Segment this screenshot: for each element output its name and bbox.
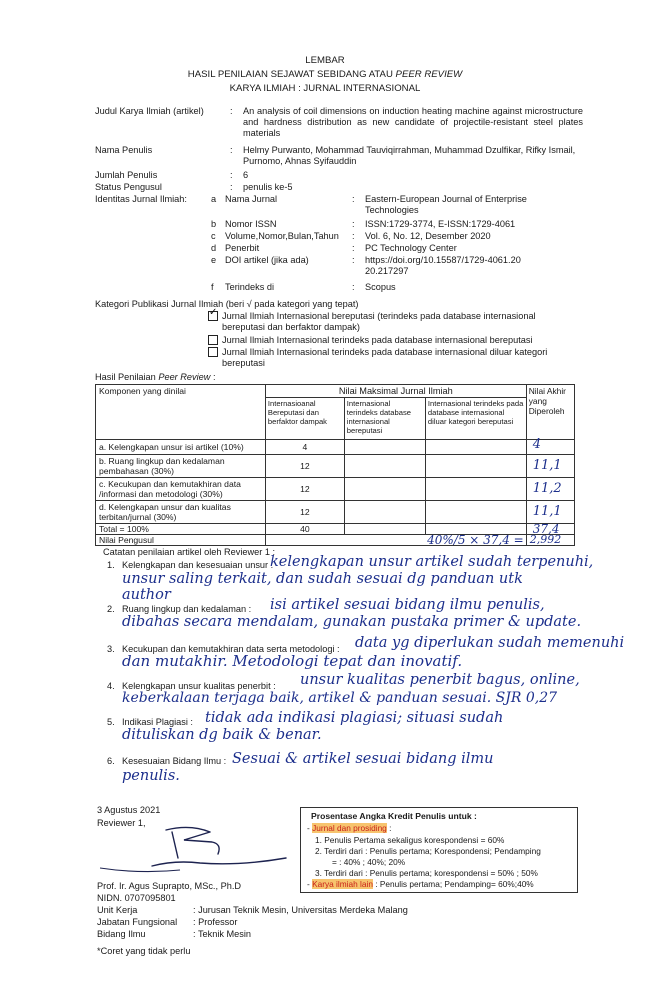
doi-link[interactable]: https://doi.org/10.15587/1729-4061.2020.217297: [365, 255, 521, 276]
row-label: a. Kelengkapan unsur isi artikel (10%): [96, 440, 266, 455]
row-akhir: 11,1: [526, 455, 574, 478]
bidang-label: Bidang Ilmu: [97, 929, 146, 939]
checkmark-icon: ✓: [209, 306, 218, 318]
colon: :: [230, 182, 233, 192]
item-label: Nomor ISSN: [225, 219, 277, 229]
kredit-box: [300, 807, 578, 893]
jabatan-label: Jabatan Fungsional: [97, 917, 178, 927]
row-label: c. Kecukupan dan kemutakhiran data /informasi dan metodologi (30%): [96, 478, 266, 501]
catatan-item-num: 3.: [107, 644, 115, 654]
empty-cell: [344, 478, 425, 501]
catatan-item-label: Indikasi Plagiasi :: [122, 717, 193, 727]
jabatan-value: : Professor: [193, 917, 238, 927]
item-value: ISSN:1729-3774, E-ISSN:1729-4061: [365, 219, 516, 229]
heading-italic: PEER REVIEW: [395, 69, 463, 80]
checkbox-empty[interactable]: [208, 347, 218, 357]
col-komponen: Komponen yang dinilai: [96, 385, 266, 440]
pengusul-label: Nilai Pengusul: [96, 535, 266, 546]
kredit-line-1: 1. Penulis Pertama sekaligus korespondensi = 60%: [315, 835, 505, 845]
catatan-item-label: Ruang lingkup dan kedalaman :: [122, 604, 252, 614]
kredit-line-3: 3. Terdiri dari : Penulis pertama; korespondensi = 50% ; 50%: [315, 868, 538, 878]
kredit-line-2: 2. Terdiri dari : Penulis pertama; Korespondensi; Pendamping: [315, 846, 541, 856]
item-letter: a: [211, 194, 217, 204]
jumlah-label: Jumlah Penulis: [95, 170, 158, 180]
hasil-title: [95, 372, 216, 383]
item-label: Nama Jurnal: [225, 194, 278, 204]
bidang-value: : Teknik Mesin: [193, 929, 252, 939]
hasil-title-italic: Peer Review: [158, 372, 211, 382]
total-akhir: 37,4: [526, 524, 574, 535]
penulis-value: Helmy Purwanto, Mohammad Tauviqirrahman, Muhammad Dzulfikar, Rifky Ismail, Purnomo, Ahnas Syifauddin: [243, 145, 576, 166]
kategori-title: Kategori Publikasi Jurnal Ilmiah (beri √ pada kategori yang tepat): [95, 299, 359, 309]
judul-label: Judul Karya Ilmiah (artikel): [95, 106, 204, 116]
table-row: [96, 478, 575, 501]
colon: :: [352, 243, 355, 253]
review-date: 3 Agustus 2021: [97, 805, 161, 815]
kredit-heading-1: [307, 823, 391, 834]
handwritten-comment: penulis.: [122, 768, 180, 784]
penulis-label: Nama Penulis: [95, 145, 153, 155]
item-label: Volume,Nomor,Bulan,Tahun: [225, 231, 339, 241]
colon: :: [230, 145, 233, 155]
item-value: PC Technology Center: [365, 243, 457, 253]
doc-heading-2: [0, 69, 650, 80]
colon: :: [352, 231, 355, 241]
row-akhir: 11,2: [526, 478, 574, 501]
judul-value: An analysis of coil dimensions on induction heating machine against microstructure and hardness distribution as new candidate of projectile-resistant steel plates materials: [243, 106, 583, 138]
row-max: 12: [265, 478, 344, 501]
kategori-option-3[interactable]: [208, 347, 221, 358]
highlight-jurnal: Jurnal dan prosiding: [312, 823, 387, 833]
item-value: Scopus: [365, 282, 396, 292]
empty-cell: [425, 440, 526, 455]
heading-text: HASIL PENILAIAN SEJAWAT SEBIDANG ATAU: [187, 69, 396, 80]
handwritten-comment: keberkalaan terjaga baik, artikel & panduan sesuai. SJR 0,27: [122, 690, 558, 706]
handwritten-comment: data yg diperlukan sudah memenuhi: [355, 635, 625, 651]
identitas-label: Identitas Jurnal Ilmiah:: [95, 194, 187, 204]
heading-colon: :: [386, 823, 392, 833]
row-akhir: 4: [526, 440, 574, 455]
row-max: 4: [265, 440, 344, 455]
empty-cell: [425, 478, 526, 501]
score-table: [95, 384, 575, 546]
doc-heading-1: LEMBAR: [305, 55, 345, 66]
handwritten-comment: dan mutakhir. Metodologi tepat dan inovatif.: [122, 652, 463, 670]
kategori-option-3-text: Jurnal Ilmiah Internasional terindeks pada database internasional diluar kategori bereputasi: [222, 347, 548, 368]
row-max: 12: [265, 455, 344, 478]
item-letter: e: [211, 255, 217, 265]
checkbox-empty[interactable]: [208, 335, 218, 345]
catatan-item-num: 5.: [107, 717, 115, 727]
reviewer-label: Reviewer 1,: [97, 818, 146, 828]
unit-label: Unit Kerja: [97, 905, 138, 915]
subcol-bereputasi-dampak: Internasioanal Bereputasi dan berfaktor dampak: [265, 398, 344, 440]
hasil-title-text: Hasil Penilaian: [95, 372, 159, 382]
total-max: 40: [265, 524, 344, 535]
item-letter: d: [211, 243, 217, 253]
catatan-item-label: Kecukupan dan kemutakhiran data serta metodologi :: [122, 644, 340, 654]
row-akhir: 11,1: [526, 501, 574, 524]
empty-cell: [344, 455, 425, 478]
col-nilai-akhir: Nilai Akhir yang Diperoleh: [526, 385, 574, 440]
col-nilai-maks: Nilai Maksimal Jurnal Ilmiah: [265, 385, 526, 398]
empty-cell: [425, 455, 526, 478]
handwritten-comment: isi artikel sesuai bidang ilmu penulis,: [270, 597, 545, 613]
handwritten-comment: author: [122, 587, 171, 603]
item-letter: f: [211, 282, 214, 292]
colon: :: [352, 219, 355, 229]
catatan-item-label: Kelengkapan dan kesesuaian unsur :: [122, 560, 274, 570]
bullet: -: [307, 823, 313, 833]
colon: :: [230, 170, 233, 180]
table-row: [96, 455, 575, 478]
colon: :: [352, 255, 355, 265]
coret-note: *Coret yang tidak perlu: [97, 946, 191, 956]
jumlah-value: 6: [243, 170, 249, 180]
highlight-karya: Karya ilmiah lain: [312, 879, 373, 889]
row-label: b. Ruang lingkup dan kedalaman pembahasan (30%): [96, 455, 266, 478]
total-label: Total = 100%: [96, 524, 266, 535]
table-row: [96, 501, 575, 524]
colon: :: [352, 194, 355, 204]
item-letter: c: [211, 231, 216, 241]
colon: :: [230, 106, 233, 116]
table-row: [96, 440, 575, 455]
table-row-pengusul: [96, 535, 575, 546]
catatan-title: Catatan penilaian artikel oleh Reviewer 1 :: [103, 547, 276, 557]
bullet: -: [307, 879, 313, 889]
catatan-item-num: 2.: [107, 604, 115, 614]
handwritten-comment: dituliskan dg baik & benar.: [122, 727, 322, 743]
handwritten-comment: Sesuai & artikel sesuai bidang ilmu: [232, 751, 494, 767]
subcol-bereputasi: Internasional terindeks database internasional bereputasi: [344, 398, 425, 440]
pengusul-akhir: 2,992: [526, 535, 574, 546]
status-label: Status Pengusul: [95, 182, 162, 192]
catatan-item-num: 1.: [107, 560, 115, 570]
colon: :: [352, 282, 355, 292]
handwritten-comment: tidak ada indikasi plagiasi; situasi sudah: [205, 710, 504, 726]
catatan-item-label: Kelengkapan unsur kualitas penerbit :: [122, 681, 276, 691]
item-label: Penerbit: [225, 243, 260, 253]
catatan-item-label: Kesesuaian Bidang Ilmu :: [122, 756, 227, 766]
item-label: Terindeks di: [225, 282, 275, 292]
kategori-option-2[interactable]: [208, 335, 221, 346]
reviewer-nidn: NIDN. 0707095801: [97, 893, 176, 903]
handwritten-comment: kelengkapan unsur artikel sudah terpenuhi,: [270, 554, 594, 570]
checkbox-checked[interactable]: [208, 306, 218, 321]
subcol-diluar-bereputasi: Internasional terindeks pada database internasional diluar kategori bereputasi: [425, 398, 526, 440]
item-label: DOI artikel (jika ada): [225, 255, 309, 265]
empty-cell: [344, 524, 425, 535]
reviewer-name: Prof. Ir. Agus Suprapto, MSc., Ph.D: [97, 881, 242, 891]
kredit-title: Prosentase Angka Kredit Penulis untuk :: [311, 811, 477, 821]
catatan-item-num: 4.: [107, 681, 115, 691]
handwritten-comment: unsur saling terkait, dan sudah sesuai dg panduan utk: [122, 571, 523, 587]
item-value: Eastern-European Journal of Enterprise Technologies: [365, 194, 527, 215]
heading-tail: : Penulis pertama; Pendamping= 60%;40%: [372, 879, 534, 889]
doc-heading-3: KARYA ILMIAH : JURNAL INTERNASIONAL: [229, 83, 421, 94]
kredit-heading-2: [307, 879, 534, 890]
handwritten-comment: unsur kualitas penerbit bagus, online,: [300, 672, 580, 688]
unit-value: : Jurusan Teknik Mesin, Universitas Merdeka Malang: [193, 905, 408, 915]
empty-cell: [344, 501, 425, 524]
row-label: d. Kelengkapan unsur dan kualitas terbitan/jurnal (30%): [96, 501, 266, 524]
row-max: 12: [265, 501, 344, 524]
hasil-title-colon: :: [210, 372, 216, 382]
kategori-option-1-text: Jurnal Ilmiah Internasional bereputasi (terindeks pada database internasional bereputasi dan berfaktor dampak): [222, 311, 536, 332]
handwritten-comment: dibahas secara mendalam, gunakan pustaka primer & update.: [122, 614, 582, 630]
item-letter: b: [211, 219, 217, 229]
pengusul-formula: 40%/5 × 37,4 =: [265, 535, 526, 546]
empty-cell: [344, 440, 425, 455]
empty-cell: [425, 501, 526, 524]
kategori-option-2-text: Jurnal Ilmiah Internasional terindeks pada database internasional bereputasi: [222, 335, 533, 345]
kredit-line-2b: = : 40% ; 40%; 20%: [332, 857, 406, 867]
reviewer-signature: [100, 818, 290, 880]
status-value: penulis ke-5: [243, 182, 293, 192]
catatan-item-num: 6.: [107, 756, 115, 766]
kategori-option-1[interactable]: [208, 306, 221, 322]
item-value: Vol. 6, No. 12, Desember 2020: [365, 231, 491, 241]
